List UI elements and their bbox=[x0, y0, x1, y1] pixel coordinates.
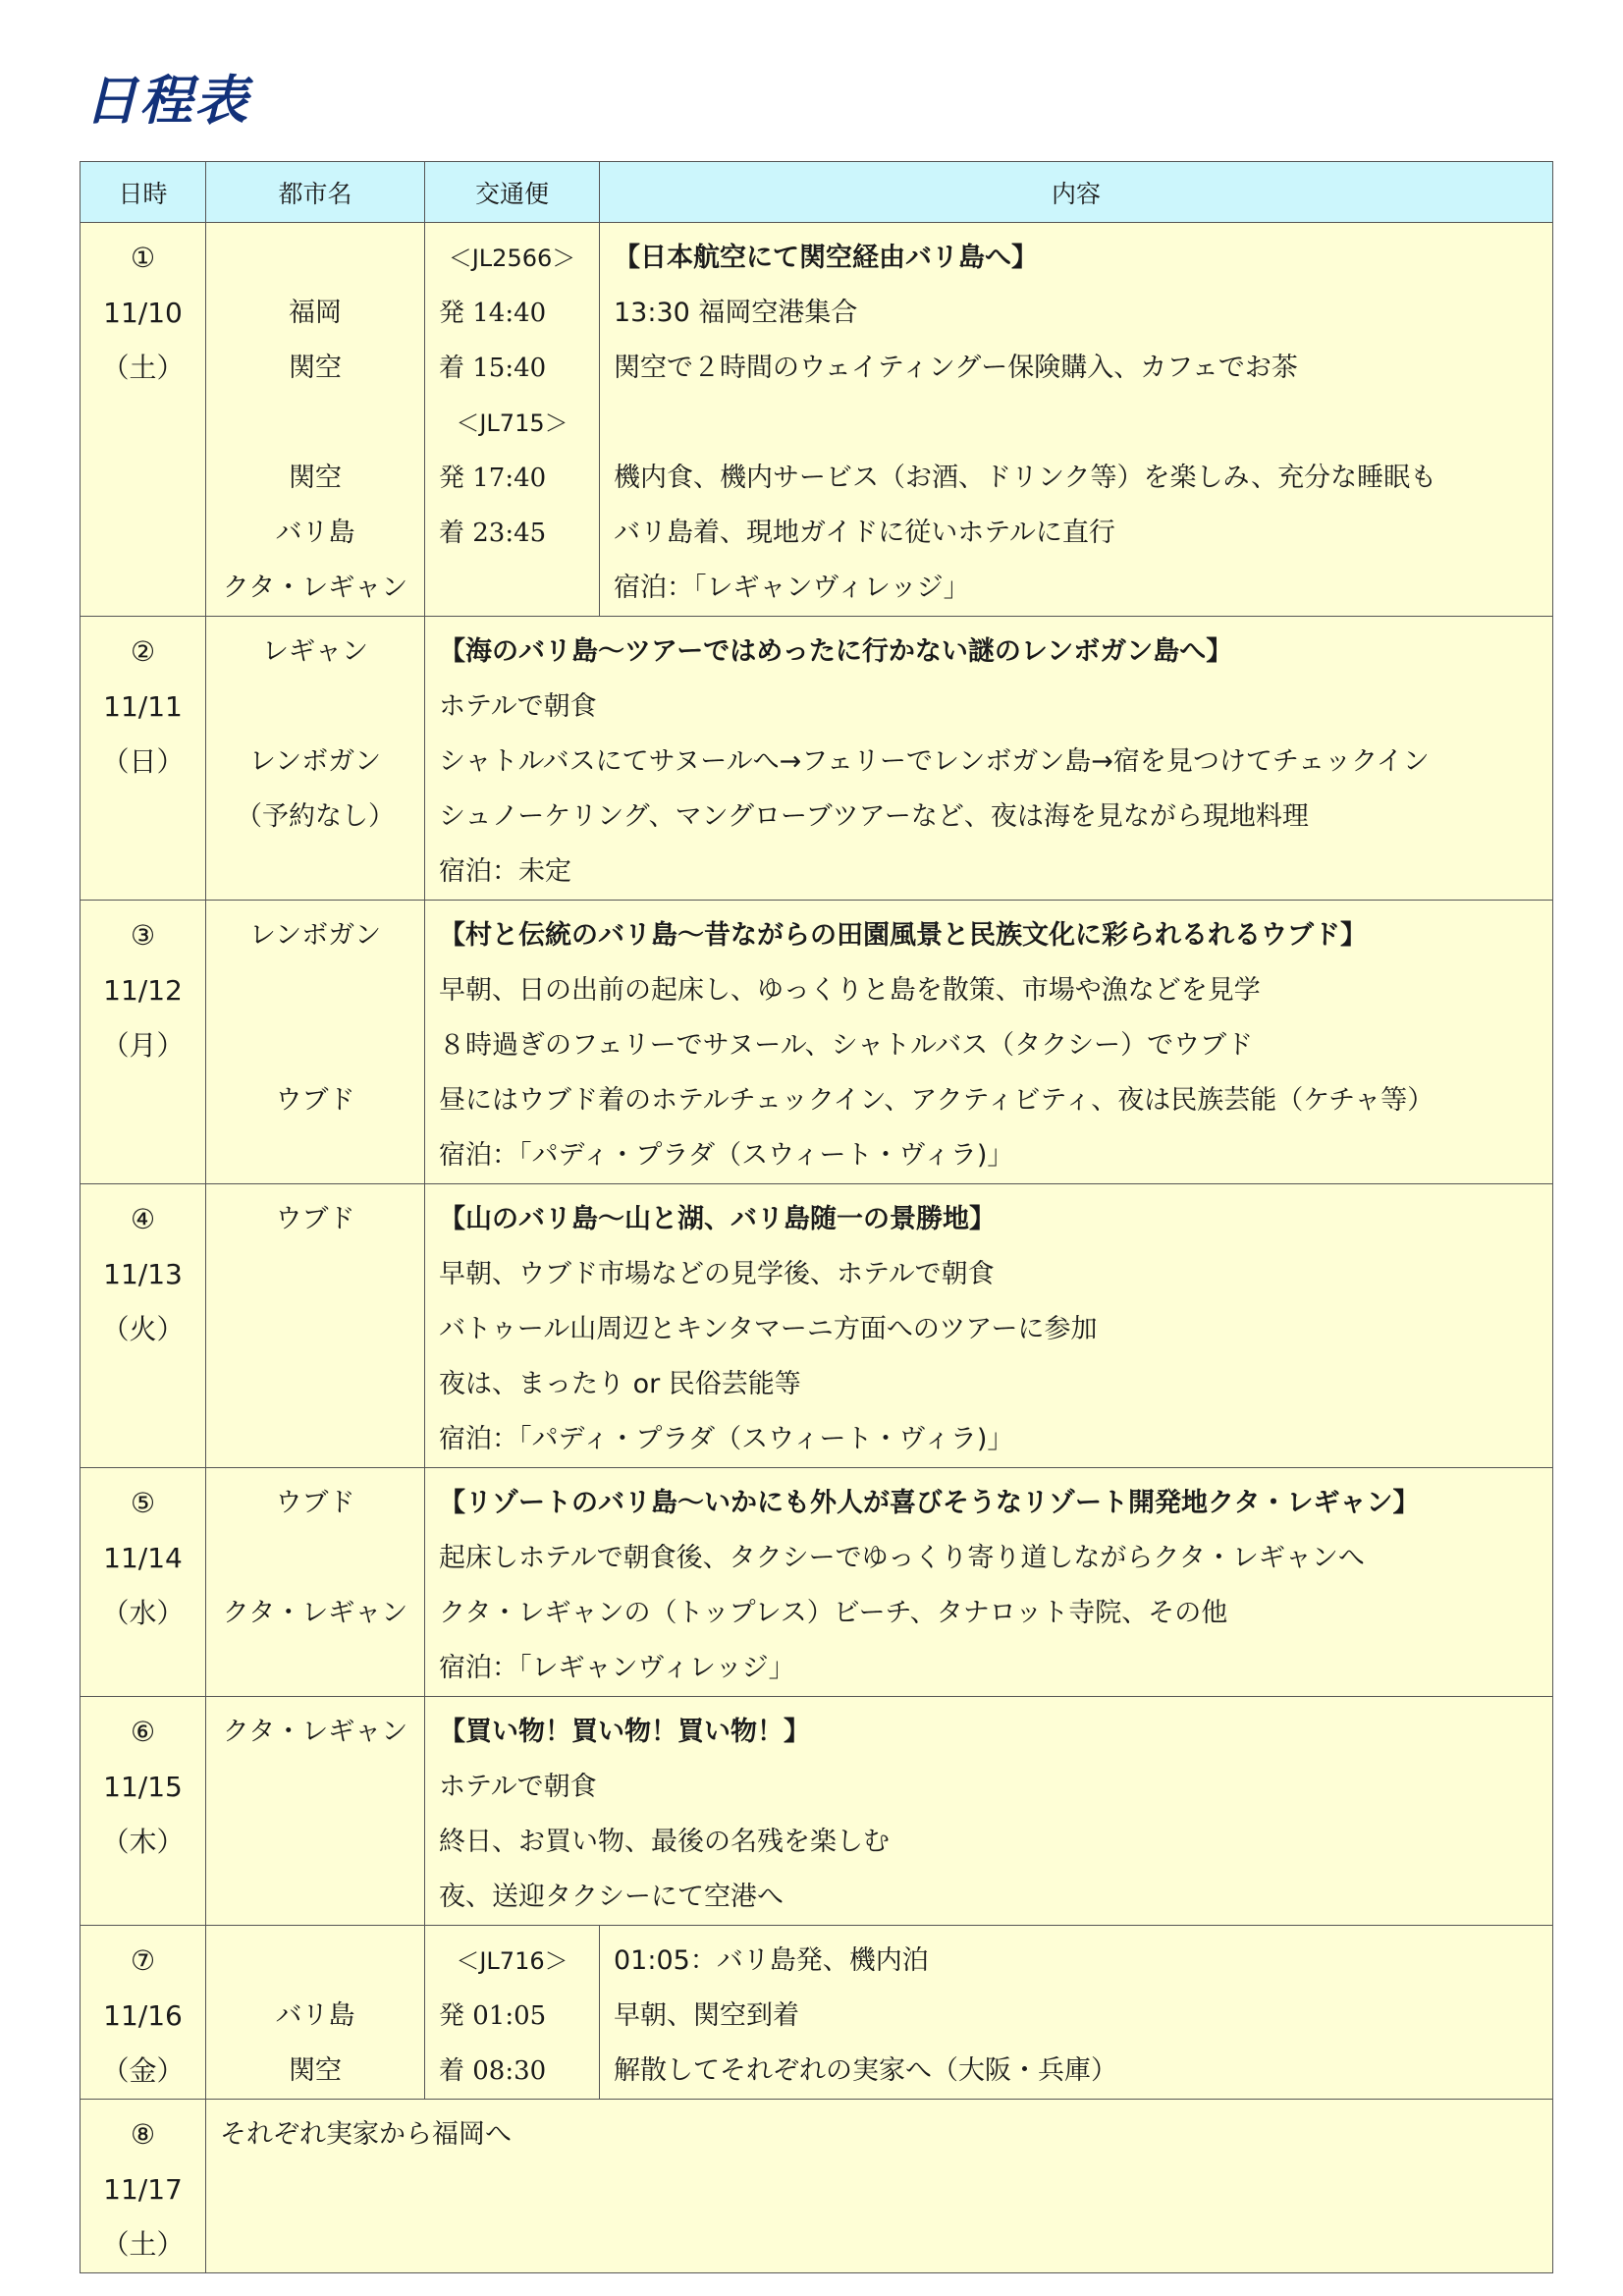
day-row-7 bbox=[81, 1926, 1553, 2100]
content-line: ホテルで朝食 bbox=[439, 691, 597, 722]
city-line bbox=[206, 396, 424, 451]
content-line: クタ・レギャンの（トップレス）ビーチ、タナロット寺院、その他 bbox=[439, 1598, 1228, 1628]
city-line bbox=[206, 1302, 424, 1357]
day-row-8 bbox=[81, 2100, 1553, 2273]
date-cell bbox=[81, 1697, 206, 1926]
day-heading: 【買い物！買い物！買い物！】 bbox=[439, 1717, 810, 1747]
day-number: ⑥ bbox=[130, 1716, 156, 1748]
content-line: 昼にはウブド着のホテルチェックイン、アクティビティ、夜は民族芸能（ケチャ等） bbox=[439, 1085, 1434, 1116]
content-cell bbox=[425, 1468, 1553, 1697]
content-line: 関空で２時間のウェイティングー保険購入、カフェでお茶 bbox=[614, 353, 1298, 383]
day-number: ③ bbox=[130, 919, 156, 952]
city-line bbox=[206, 1531, 424, 1586]
header-flight: 交通便 bbox=[425, 162, 600, 223]
content-cell bbox=[600, 1926, 1553, 2100]
day-weekday: （火） bbox=[101, 1313, 185, 1345]
content-line: 夜、送迎タクシーにて空港へ bbox=[439, 1882, 784, 1912]
content-cell bbox=[600, 223, 1553, 617]
city-line: ウブド bbox=[275, 1204, 355, 1234]
day-date: 11/14 bbox=[103, 1542, 183, 1574]
header-city: 都市名 bbox=[206, 162, 425, 223]
content-line: 早朝、関空到着 bbox=[614, 2000, 799, 2031]
content-line: 宿泊：「レギャンヴィレッジ」 bbox=[439, 1653, 795, 1683]
city-line: 関空 bbox=[289, 463, 342, 493]
date-cell bbox=[81, 223, 206, 617]
flight-cell bbox=[425, 223, 600, 617]
date-cell bbox=[81, 1184, 206, 1468]
day-heading: 【村と伝統のバリ島～昔ながらの田園風景と民族文化に彩られるれるウブド】 bbox=[439, 920, 1367, 951]
day-weekday: （土） bbox=[101, 352, 185, 384]
city-cell bbox=[206, 1697, 425, 1926]
city-line: レンボガン bbox=[248, 920, 382, 951]
day-heading: 【山のバリ島～山と湖、バリ島随一の景勝地】 bbox=[439, 1204, 996, 1234]
city-line bbox=[206, 1815, 424, 1870]
content-line: シュノーケリング、マングローブツアーなど、夜は海を見ながら現地料理 bbox=[439, 801, 1309, 832]
city-line bbox=[206, 1641, 424, 1696]
day-date: 11/11 bbox=[103, 690, 183, 723]
header-content: 内容 bbox=[600, 162, 1553, 223]
city-line: ウブド bbox=[275, 1488, 355, 1518]
flight-code: ＜JL2566＞ bbox=[448, 245, 576, 272]
city-line bbox=[206, 1934, 424, 1989]
day-weekday: （日） bbox=[101, 745, 185, 778]
content-line: 宿泊：未定 bbox=[439, 856, 571, 887]
day-number: ① bbox=[130, 242, 156, 274]
content-line: バリ島着、現地ガイドに従いホテルに直行 bbox=[614, 518, 1115, 548]
city-line bbox=[206, 1760, 424, 1815]
content-cell bbox=[425, 1697, 1553, 1926]
city-line: クタ・レギャン bbox=[222, 573, 408, 603]
city-line bbox=[206, 963, 424, 1018]
day-date: 11/15 bbox=[103, 1771, 183, 1803]
day-row-3 bbox=[81, 901, 1553, 1184]
city-cell bbox=[206, 617, 425, 901]
city-line: レンボガン bbox=[248, 746, 382, 777]
content-line: バトゥール山周辺とキンタマーニ方面へのツアーに参加 bbox=[439, 1314, 1098, 1344]
day-row-5 bbox=[81, 1468, 1553, 1697]
day-weekday: （月） bbox=[101, 1029, 185, 1062]
content-cell bbox=[425, 617, 1553, 901]
flight-arrival: 着 08:30 bbox=[439, 2056, 547, 2086]
city-line bbox=[206, 1247, 424, 1302]
city-line: クタ・レギャン bbox=[222, 1717, 408, 1747]
content-line bbox=[600, 396, 1552, 451]
city-line: クタ・レギャン bbox=[222, 1598, 408, 1628]
content-cell bbox=[206, 2100, 1553, 2273]
city-line: 福岡 bbox=[289, 298, 342, 328]
content-line: 早朝、ウブド市場などの見学後、ホテルで朝食 bbox=[439, 1259, 995, 1289]
content-line: 早朝、日の出前の起床し、ゆっくりと島を散策、市場や漁などを見学 bbox=[439, 975, 1261, 1006]
page-title: 日程表 bbox=[84, 70, 249, 132]
date-cell bbox=[81, 901, 206, 1184]
flight-departure: 発 01:05 bbox=[439, 2001, 547, 2031]
content-line: ホテルで朝食 bbox=[439, 1772, 597, 1802]
city-line bbox=[206, 680, 424, 735]
content-line: 01:05：バリ島発、機内泊 bbox=[614, 1945, 929, 1976]
city-cell bbox=[206, 901, 425, 1184]
content-line: 解散してそれぞれの実家へ（大阪・兵庫） bbox=[614, 2055, 1117, 2086]
city-cell bbox=[206, 223, 425, 617]
day-row-2 bbox=[81, 617, 1553, 901]
content-line: 起床しホテルで朝食後、タクシーでゆっくり寄り道しながらクタ・レギャンへ bbox=[439, 1543, 1365, 1573]
city-line: ウブド bbox=[275, 1085, 355, 1116]
city-line bbox=[206, 1018, 424, 1073]
content-line: 13:30 福岡空港集合 bbox=[614, 298, 858, 328]
flight-cell bbox=[425, 1926, 600, 2100]
flight-departure: 発 17:40 bbox=[439, 464, 547, 493]
flight-arrival: 着 15:40 bbox=[439, 354, 547, 383]
day-date: 11/16 bbox=[103, 1999, 183, 2032]
content-line: シャトルバスにてサヌールへ→フェリーでレンボガン島→宿を見つけてチェックイン bbox=[439, 746, 1430, 777]
city-line: バリ島 bbox=[275, 2000, 355, 2031]
date-cell bbox=[81, 1926, 206, 2100]
city-line: 関空 bbox=[289, 2055, 342, 2086]
city-line bbox=[206, 1128, 424, 1183]
city-line bbox=[206, 845, 424, 900]
day-row-4 bbox=[81, 1184, 1553, 1468]
flight-code: ＜JL716＞ bbox=[456, 1947, 568, 1975]
day-weekday: （木） bbox=[101, 1826, 185, 1858]
content-line: 終日、お買い物、最後の名残を楽しむ bbox=[439, 1827, 890, 1857]
day-row-1 bbox=[81, 223, 1553, 617]
city-line: バリ島 bbox=[275, 518, 355, 548]
city-line bbox=[206, 231, 424, 286]
content-line: 機内食、機内サービス（お酒、ドリンク等）を楽しみ、充分な睡眠も bbox=[614, 463, 1437, 493]
day-number: ⑦ bbox=[130, 1944, 156, 1977]
city-cell bbox=[206, 1468, 425, 1697]
day-number: ⑤ bbox=[130, 1487, 156, 1519]
day-number: ② bbox=[130, 635, 156, 668]
city-line: レギャン bbox=[262, 636, 368, 667]
content-line: 宿泊：「パディ・プラダ（スウィート・ヴィラ)」 bbox=[439, 1140, 1014, 1171]
day-number: ④ bbox=[130, 1203, 156, 1235]
content-line: ８時過ぎのフェリーでサヌール、シャトルバス（タクシー）でウブド bbox=[439, 1030, 1254, 1061]
city-cell bbox=[206, 1184, 425, 1468]
date-cell bbox=[81, 2100, 206, 2273]
city-line bbox=[206, 1870, 424, 1925]
flight-arrival: 着 23:45 bbox=[439, 519, 547, 548]
date-cell bbox=[81, 1468, 206, 1697]
content-line: 宿泊：「レギャンヴィレッジ」 bbox=[614, 573, 970, 603]
content-cell bbox=[425, 901, 1553, 1184]
content-line: 夜は、まったり or 民俗芸能等 bbox=[439, 1369, 801, 1399]
city-line bbox=[206, 1412, 424, 1467]
city-line: （予約なし） bbox=[236, 801, 395, 832]
flight-departure: 発 14:40 bbox=[439, 299, 547, 328]
date-cell bbox=[81, 617, 206, 901]
day-date: 11/10 bbox=[103, 297, 183, 329]
day-heading: 【海のバリ島～ツアーではめったに行かない謎のレンボガン島へ】 bbox=[439, 636, 1233, 667]
day-date: 11/17 bbox=[103, 2173, 183, 2206]
flight-code: ＜JL715＞ bbox=[456, 410, 568, 437]
content-line: それぞれ実家から福岡へ bbox=[220, 2119, 512, 2150]
day-weekday: （土） bbox=[101, 2228, 185, 2261]
day-weekday: （水） bbox=[101, 1597, 185, 1629]
content-cell bbox=[425, 1184, 1553, 1468]
day-number: ⑧ bbox=[130, 2118, 156, 2151]
day-heading: 【リゾートのバリ島～いかにも外人が喜びそうなリゾート開発地クタ・レギャン】 bbox=[439, 1488, 1420, 1518]
day-date: 11/12 bbox=[103, 974, 183, 1007]
header-date: 日時 bbox=[81, 162, 206, 223]
content-line: 宿泊：「パディ・プラダ（スウィート・ヴィラ)」 bbox=[439, 1424, 1014, 1454]
city-line: 関空 bbox=[289, 353, 342, 383]
city-cell bbox=[206, 1926, 425, 2100]
flight-line bbox=[425, 561, 599, 616]
header-row bbox=[81, 162, 1553, 223]
schedule-table bbox=[80, 161, 1553, 2273]
day-date: 11/13 bbox=[103, 1258, 183, 1290]
day-row-6 bbox=[81, 1697, 1553, 1926]
day-heading: 【日本航空にて関空経由バリ島へ】 bbox=[614, 243, 1038, 273]
day-weekday: （金） bbox=[101, 2054, 185, 2087]
city-line bbox=[206, 1357, 424, 1412]
